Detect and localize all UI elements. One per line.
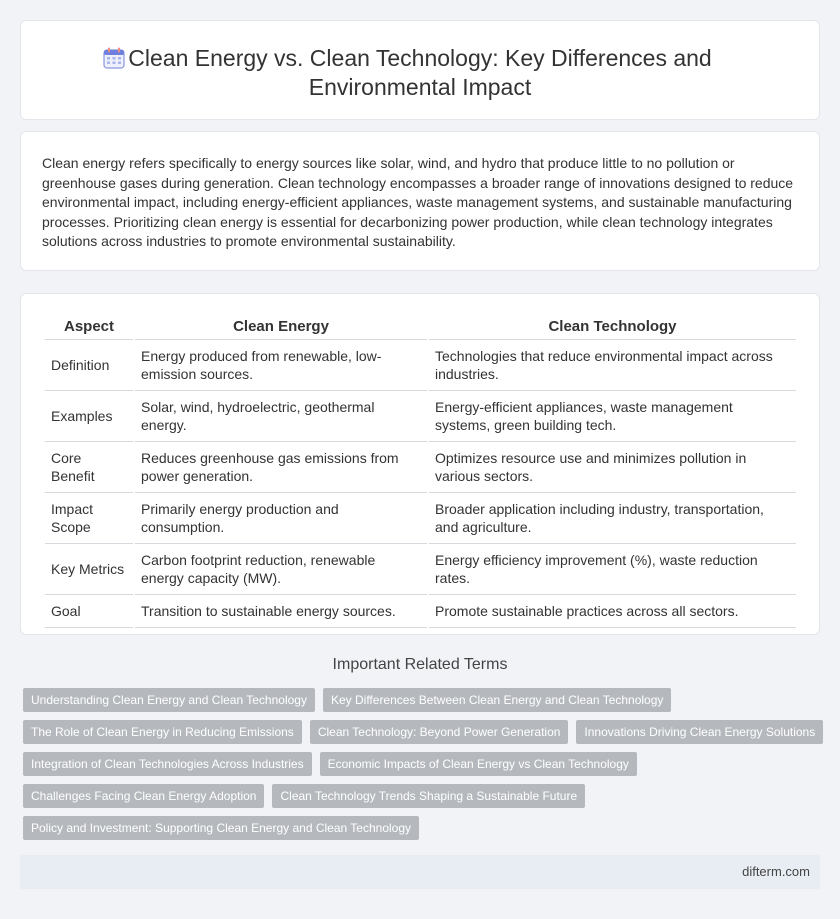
related-term-tag[interactable]: Integration of Clean Technologies Across Industries [23,752,312,776]
comparison-table [43,316,798,628]
row-clean-technology: Broader application including industry, transportation, and agriculture. [429,493,796,544]
related-term-tag[interactable]: The Role of Clean Energy in Reducing Emissions [23,720,302,744]
row-clean-energy: Transition to sustainable energy sources. [135,595,427,628]
table-row [45,595,796,628]
row-clean-technology: Technologies that reduce environmental impact across industries. [429,340,796,391]
row-aspect: Key Metrics [45,544,133,595]
header-card [20,20,820,120]
footer-site-link[interactable]: difterm.com [742,864,810,879]
related-term-tag[interactable]: Key Differences Between Clean Energy and Clean Technology [323,688,671,712]
intro-card [20,131,820,271]
row-clean-technology: Energy efficiency improvement (%), waste reduction rates. [429,544,796,595]
related-term-tag[interactable]: Innovations Driving Clean Energy Solutions [576,720,823,744]
row-clean-technology: Energy-efficient appliances, waste management systems, green building tech. [429,391,796,442]
intro-paragraph: Clean energy refers specifically to energy sources like solar, wind, and hydro that produce little to no pollution or greenhouse gases during generation. Clean technology encompasses a broader range of innovations designed to reduce environmental impact, including energy-efficient appliances, waste management systems, and sustainable manufacturing processes. Prioritizing clean energy is essential for decarbonizing power production, while clean technology integrates solutions across industries to promote environmental sustainability. [42,155,794,250]
related-term-tag[interactable]: Challenges Facing Clean Energy Adoption [23,784,264,808]
row-clean-energy: Solar, wind, hydroelectric, geothermal energy. [135,391,427,442]
related-term-tag[interactable]: Economic Impacts of Clean Energy vs Clean Technology [320,752,637,776]
footer [20,855,820,889]
comparison-table-card [20,293,820,635]
related-terms-list [23,688,823,848]
page-title-line-2: Environmental Impact [308,74,532,100]
table-row [45,442,796,493]
row-aspect: Definition [45,340,133,391]
related-term-tag[interactable]: Clean Technology: Beyond Power Generation [310,720,569,744]
row-clean-energy: Carbon footprint reduction, renewable energy capacity (MW). [135,544,427,595]
table-row [45,391,796,442]
row-clean-technology: Optimizes resource use and minimizes pollution in various sectors. [429,442,796,493]
row-aspect: Impact Scope [45,493,133,544]
page-title-line-1: Clean Energy vs. Clean Technology: Key Differences and [128,45,712,71]
row-clean-energy: Energy produced from renewable, low-emission sources. [135,340,427,391]
header-clean-technology: Clean Technology [429,316,796,340]
row-aspect: Examples [45,391,133,442]
related-term-tag[interactable]: Clean Technology Trends Shaping a Sustainable Future [272,784,585,808]
table-row [45,493,796,544]
table-header-row [45,316,796,340]
table-row [45,544,796,595]
row-clean-energy: Primarily energy production and consumption. [135,493,427,544]
row-aspect: Goal [45,595,133,628]
row-clean-energy: Reduces greenhouse gas emissions from power generation. [135,442,427,493]
page-title [21,44,819,102]
related-term-tag[interactable]: Understanding Clean Energy and Clean Technology [23,688,315,712]
header-aspect: Aspect [45,316,133,340]
header-clean-energy: Clean Energy [135,316,427,340]
row-clean-technology: Promote sustainable practices across all sectors. [429,595,796,628]
row-aspect: Core Benefit [45,442,133,493]
related-term-tag[interactable]: Policy and Investment: Supporting Clean Energy and Clean Technology [23,816,419,840]
related-terms-heading: Important Related Terms [332,656,508,673]
table-row [45,340,796,391]
